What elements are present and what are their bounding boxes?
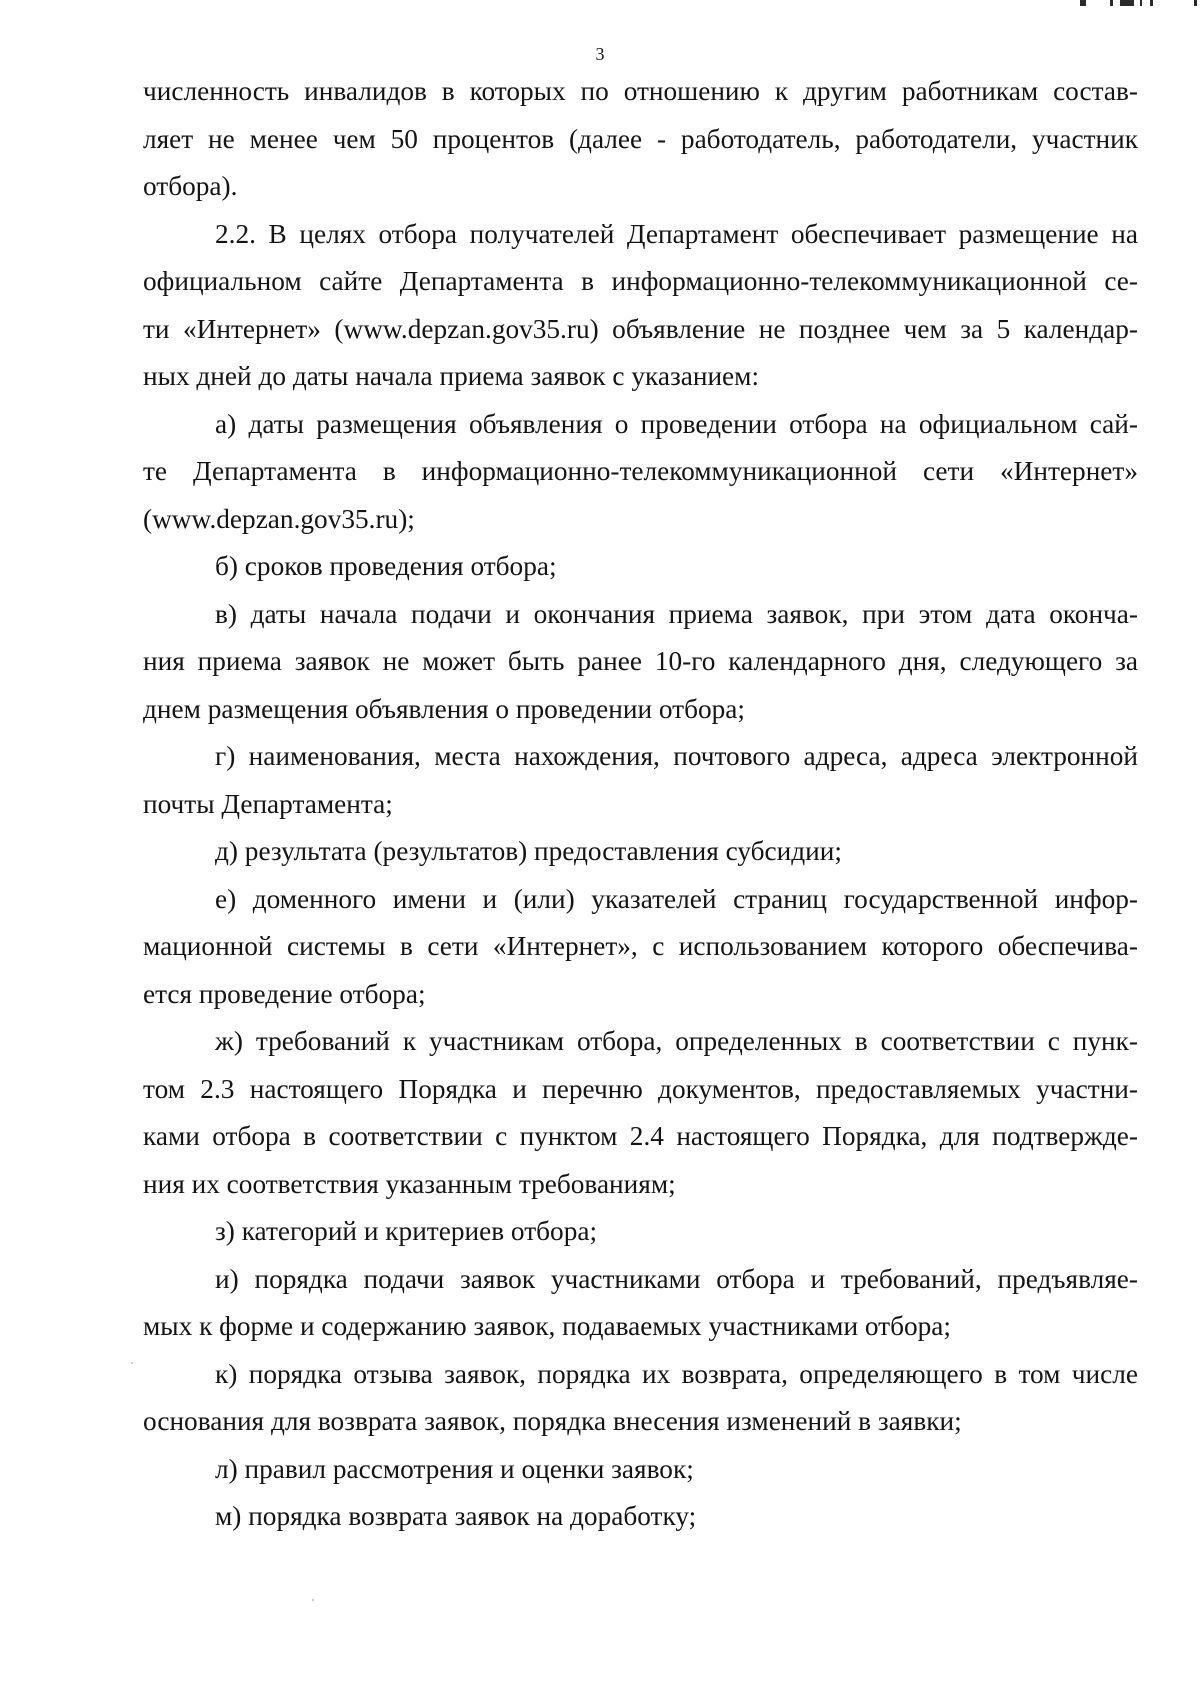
text-line: ется проведение отбора; xyxy=(143,978,426,1009)
text-line: мых к форме и содержанию заявок, подаваемых участниками отбора; xyxy=(143,1311,951,1341)
text-line: ния их соответствия указанным требованиям; xyxy=(143,1168,676,1199)
text-line: б) сроков проведения отбора; xyxy=(215,551,557,581)
text-line: ния приема заявок не может быть ранее 10-го календарного дня, следующего за xyxy=(143,646,1138,676)
text-line: а) даты размещения объявления о проведении отбора на официальном сай- xyxy=(215,408,1138,439)
text-line: ти «Интернет» (www.depzan.gov35.ru) объявление не позднее чем за 5 календар- xyxy=(143,313,1138,344)
list-item xyxy=(143,591,1138,734)
list-item xyxy=(143,543,1138,591)
text-line: 2.2. В целях отбора получателей Департамент обеспечивает размещение на xyxy=(215,218,1138,249)
text-line: отбора). xyxy=(143,171,238,201)
text-line: з) категорий и критериев отбора; xyxy=(215,1216,598,1246)
list-item xyxy=(143,828,1138,876)
text-line: е) доменного имени и (или) указателей страниц государственной инфор- xyxy=(215,883,1138,914)
list-item xyxy=(143,401,1138,544)
list-item xyxy=(143,1018,1138,1208)
text-line: ж) требований к участникам отбора, определенных в соответствии с пунк- xyxy=(215,1026,1138,1056)
list-item xyxy=(143,1208,1138,1256)
text-line: в) даты начала подачи и окончания приема заявок, при этом дата оконча- xyxy=(215,598,1138,629)
text-line: том 2.3 настоящего Порядка и перечню документов, предоставляемых участни- xyxy=(143,1073,1138,1104)
scan-speck xyxy=(131,1362,133,1364)
text-line: почты Департамента; xyxy=(143,788,393,819)
text-line: мационной системы в сети «Интернет», с использованием которого обеспечива- xyxy=(143,931,1138,961)
list-item xyxy=(143,876,1138,1019)
list-item xyxy=(143,1493,1138,1541)
scan-artifact-top-right xyxy=(1070,0,1200,6)
text-line: ляет не менее чем 50 процентов (далее - работодатель, работодатели, участник xyxy=(143,123,1138,154)
text-line: ных дней до даты начала приема заявок с указанием: xyxy=(143,361,760,391)
list-item xyxy=(143,1256,1138,1351)
paragraph xyxy=(143,211,1138,401)
text-line: к) порядка отзыва заявок, порядка их возврата, определяющего в том числе xyxy=(215,1358,1138,1389)
text-line: численность инвалидов в которых по отношению к другим работникам состав- xyxy=(143,76,1138,106)
list-item xyxy=(143,733,1138,828)
text-line: г) наименования, места нахождения, почтового адреса, адреса электронной xyxy=(215,741,1138,771)
text-line: официальном сайте Департамента в информационно-телекоммуникационной се- xyxy=(143,266,1138,296)
text-line: те Департамента в информационно-телекоммуникационной сети «Интернет» xyxy=(143,456,1138,486)
page-number: 3 xyxy=(595,44,605,64)
text-line: и) порядка подачи заявок участниками отбора и требований, предъявляе- xyxy=(215,1263,1138,1294)
text-line: м) порядка возврата заявок на доработку; xyxy=(215,1501,697,1531)
text-line: основания для возврата заявок, порядка внесения изменений в заявки; xyxy=(143,1406,962,1436)
list-item xyxy=(143,1446,1138,1494)
document-body xyxy=(143,68,1138,1541)
text-line: д) результата (результатов) предоставления субсидии; xyxy=(215,836,842,866)
text-line: днем размещения объявления о проведении отбора; xyxy=(143,693,745,724)
scan-speck xyxy=(312,1599,314,1601)
paragraph xyxy=(143,68,1138,211)
text-line: л) правил рассмотрения и оценки заявок; xyxy=(215,1453,694,1484)
text-line: (www.depzan.gov35.ru); xyxy=(143,503,415,534)
text-line: ками отбора в соответствии с пунктом 2.4 настоящего Порядка, для подтвержде- xyxy=(143,1121,1138,1151)
list-item xyxy=(143,1351,1138,1446)
